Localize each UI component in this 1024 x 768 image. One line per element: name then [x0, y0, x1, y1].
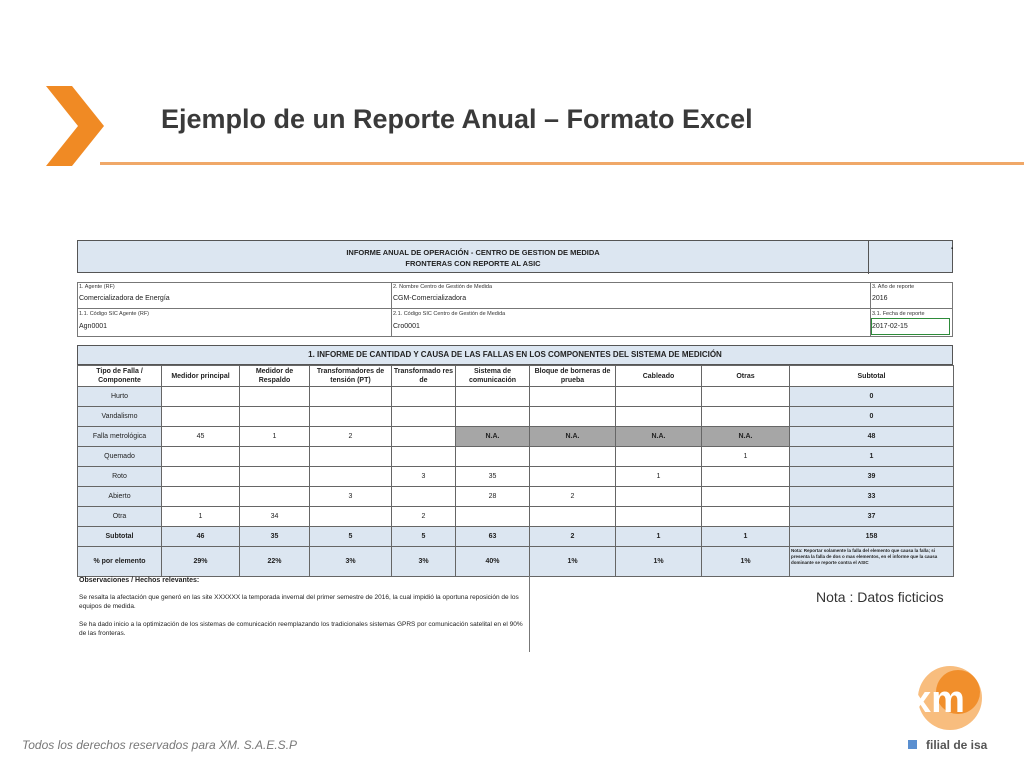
- table-cell: 1: [616, 527, 702, 547]
- table-cell: [702, 387, 790, 407]
- col-header: Subtotal: [790, 366, 954, 387]
- table-cell: [530, 467, 616, 487]
- fecha-label: 3.1. Fecha de reporte: [872, 311, 925, 317]
- table-cell: 63: [456, 527, 530, 547]
- row-subtotal: 48: [790, 427, 954, 447]
- table-cell: [616, 387, 702, 407]
- codigo-agente-value: Agn0001: [79, 323, 108, 330]
- table-cell: 1: [162, 507, 240, 527]
- chevron-arrow-icon: [46, 86, 106, 166]
- table-cell: [392, 487, 456, 507]
- column-header-row: [78, 366, 954, 387]
- table-cell: [310, 467, 392, 487]
- sheet-title-line2: FRONTERAS CON REPORTE AL ASIC: [405, 259, 541, 268]
- table-cell: 22%: [240, 547, 310, 577]
- table-cell: [530, 447, 616, 467]
- table-cell: 1: [702, 527, 790, 547]
- codigo-cgm-value: Cro0001: [393, 323, 420, 330]
- fecha-value: 2017-02-15: [872, 323, 908, 330]
- table-cell: 28: [456, 487, 530, 507]
- row-subtotal: 0: [790, 387, 954, 407]
- row-subtotal: 33: [790, 487, 954, 507]
- table-cell: [240, 467, 310, 487]
- table-cell: [162, 467, 240, 487]
- col-header: Transformadores de tensión (PT): [310, 366, 392, 387]
- header-marker: ▪: [951, 246, 954, 252]
- col-header: Transformado res de: [392, 366, 456, 387]
- table-cell: [456, 507, 530, 527]
- table-cell: 3: [392, 467, 456, 487]
- table-cell: 3: [310, 487, 392, 507]
- table-row: [78, 387, 954, 407]
- section-title: 1. INFORME DE CANTIDAD Y CAUSA DE LAS FALLAS EN LOS COMPONENTES DEL SISTEMA DE MEDICIÓN: [77, 345, 953, 365]
- anio-label: 3. Año de reporte: [872, 284, 915, 290]
- table-cell: 5: [310, 527, 392, 547]
- subtotal-row-label: Subtotal: [78, 527, 162, 547]
- col-header: Bloque de borneras de prueba: [530, 366, 616, 387]
- table-cell: [702, 487, 790, 507]
- percent-row-label: % por elemento: [78, 547, 162, 577]
- agente-label: 1. Agente (RF): [79, 284, 115, 290]
- sheet-title-line1: INFORME ANUAL DE OPERACIÓN - CENTRO DE GESTION DE MEDIDA: [346, 248, 600, 257]
- table-cell: [616, 487, 702, 507]
- row-label: Otra: [78, 507, 162, 527]
- table-cell: 1: [702, 447, 790, 467]
- row-label: Hurto: [78, 387, 162, 407]
- subtotal-row: [78, 527, 954, 547]
- table-cell: N.A.: [702, 427, 790, 447]
- table-cell: [310, 507, 392, 527]
- table-row: [78, 487, 954, 507]
- table-cell: [310, 447, 392, 467]
- table-cell: [392, 407, 456, 427]
- table-cell: 1%: [616, 547, 702, 577]
- table-cell: 45: [162, 427, 240, 447]
- table-cell: [162, 487, 240, 507]
- col-header: Medidor de Respaldo: [240, 366, 310, 387]
- info-row-2: [77, 309, 953, 337]
- table-cell: [616, 447, 702, 467]
- nombre-cgm-value: CGM-Comercializadora: [393, 295, 467, 302]
- table-cell: [702, 467, 790, 487]
- table-cell: 29%: [162, 547, 240, 577]
- codigo-cgm-label: 2.1. Código SIC Centro de Gestión de Medida: [393, 311, 506, 317]
- table-cell: 158: [790, 527, 954, 547]
- logo-text: xm: [910, 679, 965, 721]
- table-cell: 3%: [392, 547, 456, 577]
- row-subtotal: 37: [790, 507, 954, 527]
- table-cell: 35: [456, 467, 530, 487]
- nota-datos-ficticios: Nota : Datos ficticios: [816, 589, 944, 605]
- table-cell: [702, 507, 790, 527]
- table-cell: [240, 387, 310, 407]
- fallas-table: [77, 365, 954, 577]
- table-cell: [616, 507, 702, 527]
- table-cell: [530, 387, 616, 407]
- row-label: Abierto: [78, 487, 162, 507]
- table-cell: 1%: [702, 547, 790, 577]
- title-divider: [100, 162, 1024, 165]
- row-label: Roto: [78, 467, 162, 487]
- table-cell: [392, 387, 456, 407]
- table-cell: [162, 447, 240, 467]
- table-cell: [240, 407, 310, 427]
- table-cell: [530, 407, 616, 427]
- filial-square-icon: [908, 740, 917, 749]
- table-cell: 2: [310, 427, 392, 447]
- table-cell: [240, 487, 310, 507]
- table-cell: N.A.: [530, 427, 616, 447]
- table-cell: 3%: [310, 547, 392, 577]
- table-cell: [392, 447, 456, 467]
- table-row: [78, 507, 954, 527]
- note-cell: Nota: Reportar solamente la falla del elemento que causa la falla; si presenta la falla de dos o mas elementos, en el informe que la causa dominante se reporte contra el ASIC: [790, 547, 954, 577]
- table-row: [78, 447, 954, 467]
- anio-value: 2016: [872, 295, 888, 302]
- row-label: Falla metrológica: [78, 427, 162, 447]
- col-header: Cableado: [616, 366, 702, 387]
- table-cell: 46: [162, 527, 240, 547]
- observaciones-paragraph-1: Se resalta la afectación que generó en las site XXXXXX la temporada invernal del primer semestre de 2016, la cual impidió la oportuna reposición de los equipos de medida.: [79, 594, 519, 610]
- table-cell: 2: [530, 527, 616, 547]
- table-cell: 34: [240, 507, 310, 527]
- table-cell: [456, 447, 530, 467]
- table-cell: [162, 407, 240, 427]
- table-cell: [456, 387, 530, 407]
- row-subtotal: 39: [790, 467, 954, 487]
- table-cell: N.A.: [456, 427, 530, 447]
- col-header: Sistema de comunicación: [456, 366, 530, 387]
- info-row-1: [77, 282, 953, 309]
- table-cell: 1: [616, 467, 702, 487]
- table-cell: [456, 407, 530, 427]
- footer-copyright: Todos los derechos reservados para XM. S.A.E.S.P: [22, 738, 298, 752]
- nombre-cgm-label: 2. Nombre Centro de Gestión de Medida: [393, 284, 493, 290]
- table-cell: [162, 387, 240, 407]
- filial-tagline: filial de isa: [926, 738, 988, 752]
- table-cell: [702, 407, 790, 427]
- table-cell: 5: [392, 527, 456, 547]
- row-label: Vandalismo: [78, 407, 162, 427]
- col-header: Otras: [702, 366, 790, 387]
- row-label: Quemado: [78, 447, 162, 467]
- observaciones-box: [77, 576, 530, 652]
- sheet-header: [77, 240, 953, 273]
- table-row: [78, 407, 954, 427]
- row-subtotal: 1: [790, 447, 954, 467]
- col-header: Tipo de Falla / Componente: [78, 366, 162, 387]
- table-cell: 35: [240, 527, 310, 547]
- table-cell: [392, 427, 456, 447]
- observaciones-paragraph-2: Se ha dado inicio a la optimización de los sistemas de comunicación reemplazando los tradicionales sistemas GPRS por comunicación satelital en el 90% de las fronteras.: [79, 621, 523, 637]
- table-cell: 40%: [456, 547, 530, 577]
- table-cell: 2: [392, 507, 456, 527]
- xm-logo: [902, 666, 992, 736]
- table-cell: [310, 387, 392, 407]
- table-cell: 1%: [530, 547, 616, 577]
- table-cell: N.A.: [616, 427, 702, 447]
- row-subtotal: 0: [790, 407, 954, 427]
- col-header: Medidor principal: [162, 366, 240, 387]
- table-cell: [310, 407, 392, 427]
- table-row: [78, 467, 954, 487]
- observaciones-title: Observaciones / Hechos relevantes:: [79, 577, 200, 584]
- slide-title: Ejemplo de un Reporte Anual – Formato Excel: [161, 104, 753, 134]
- table-body: [78, 387, 954, 527]
- table-cell: [616, 407, 702, 427]
- agente-value: Comercializadora de Energía: [79, 295, 170, 302]
- codigo-agente-label: 1.1. Código SIC Agente (RF): [79, 311, 150, 317]
- table-cell: 2: [530, 487, 616, 507]
- header-separator: [868, 241, 869, 274]
- percent-row: [78, 547, 954, 577]
- table-row: [78, 427, 954, 447]
- table-cell: [240, 447, 310, 467]
- table-cell: [530, 507, 616, 527]
- table-cell: 1: [240, 427, 310, 447]
